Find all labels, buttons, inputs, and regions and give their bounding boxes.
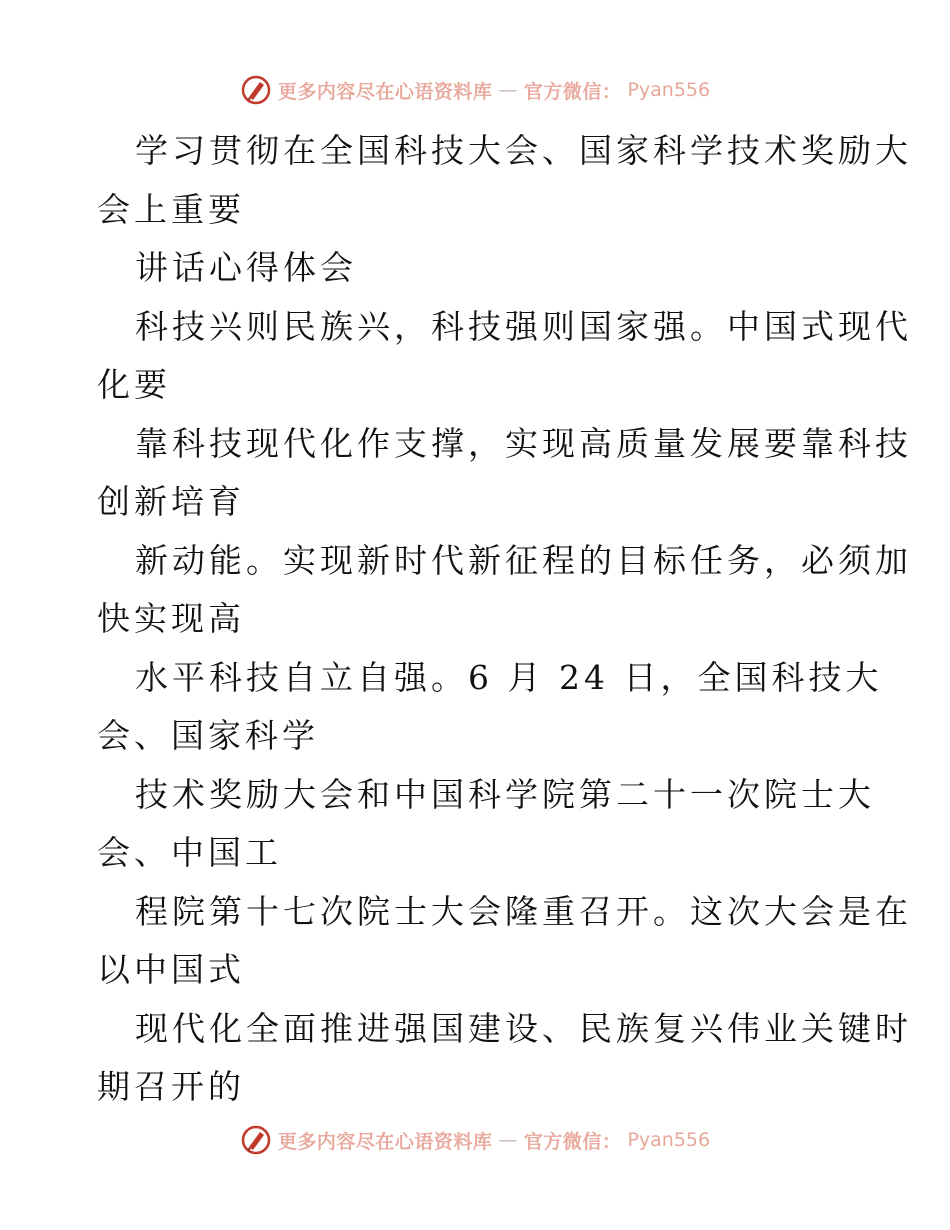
watermark-id: Pyan556 [627, 79, 711, 101]
text-line: 程院第十七次院士大会隆重召开。这次大会是在 [135, 891, 912, 931]
watermark-text: 更多内容尽在心语资料库 [277, 1130, 493, 1153]
watermark-label: 官方微信： [523, 1130, 622, 1153]
text-line: 期召开的 [97, 1067, 245, 1106]
pen-circle-logo-icon [240, 74, 272, 106]
text-line: 学习贯彻在全国科技大会、国家科学技术奖励大 [135, 131, 912, 170]
text-line: 讲话心得体会 [135, 248, 357, 287]
footer-watermark [0, 1120, 950, 1160]
text-line: 创新培育 [97, 482, 245, 521]
watermark-label: 官方微信： [523, 80, 622, 103]
watermark-separator: — [498, 1129, 518, 1151]
text-line: 会上重要 [97, 189, 245, 229]
text-line: 化要 [97, 365, 171, 404]
text-line: 靠科技现代化作支撑，实现高质量发展要靠科技 [135, 423, 912, 463]
text-line: 科技兴则民族兴，科技强则国家强。中国式现代 [135, 306, 912, 346]
text-line: 以中国式 [97, 950, 245, 989]
text-line: 新动能。实现新时代新征程的目标任务，必须加 [135, 540, 912, 580]
pen-circle-logo-icon [240, 1124, 272, 1156]
text-line: 水平科技自立自强。6 月 24 日，全国科技大 [135, 657, 883, 697]
document-body [97, 122, 912, 1117]
watermark-text: 更多内容尽在心语资料库 [277, 80, 493, 103]
text-line: 快实现高 [97, 599, 245, 638]
text-line: 技术奖励大会和中国科学院第二十一次院士大 [135, 774, 875, 814]
header-watermark [0, 70, 950, 110]
watermark-separator: — [498, 79, 518, 101]
text-line: 会、国家科学 [97, 716, 319, 755]
watermark-id: Pyan556 [627, 1129, 711, 1151]
text-line: 会、中国工 [97, 833, 282, 872]
text-line: 现代化全面推进强国建设、民族复兴伟业关键时 [135, 1008, 912, 1048]
